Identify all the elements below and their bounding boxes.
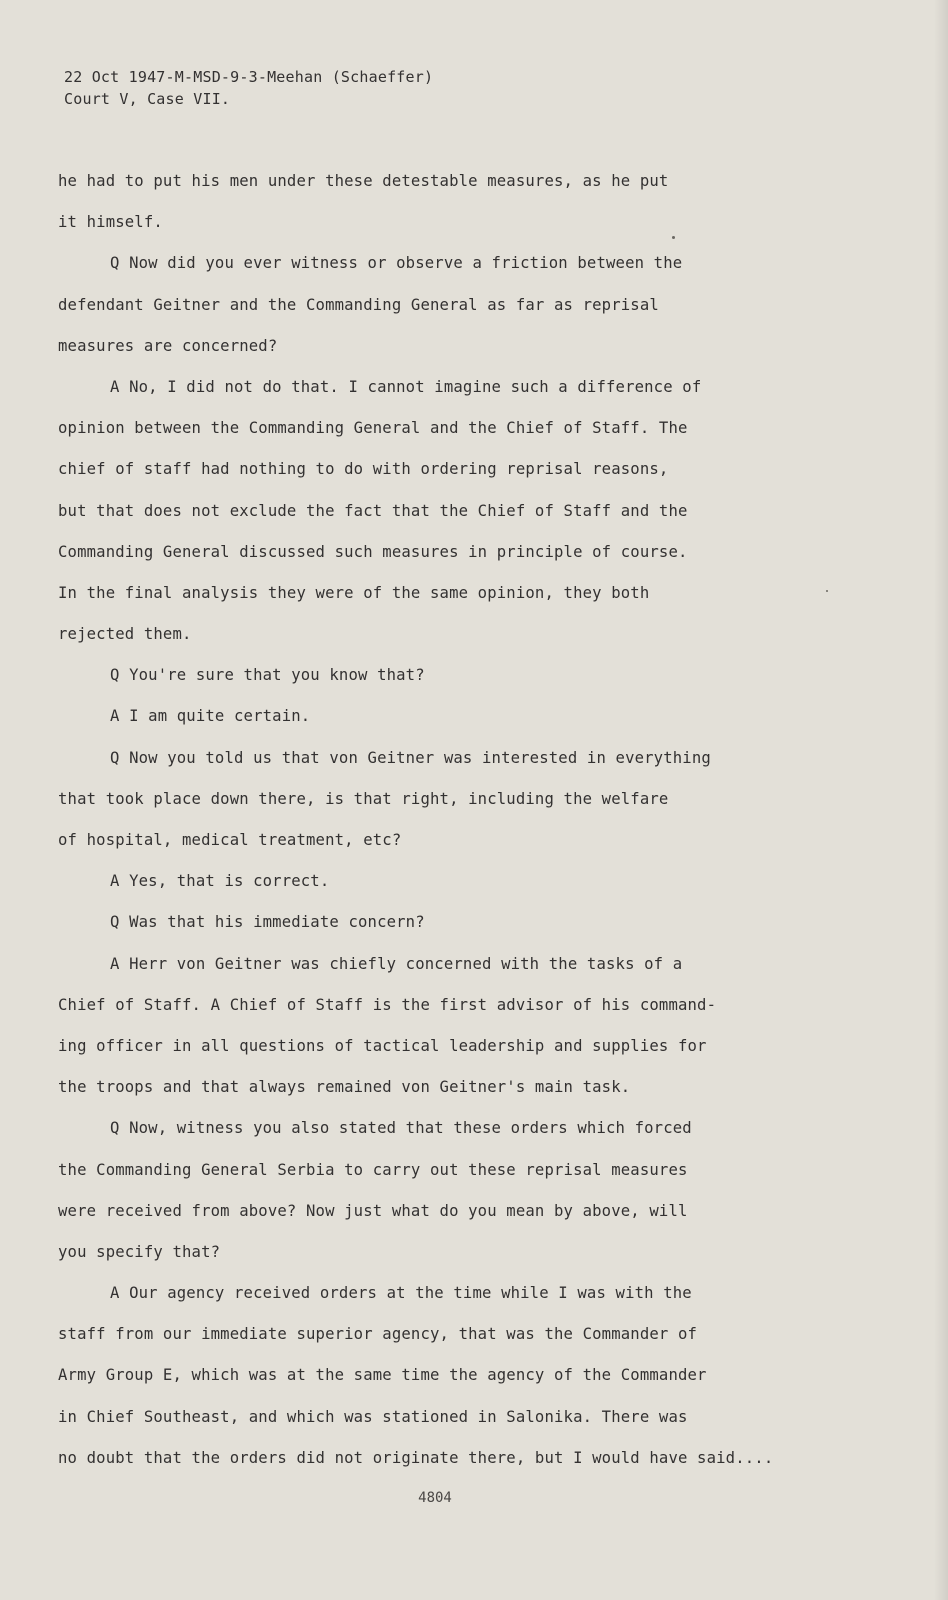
- transcript-line: Chief of Staff. A Chief of Staff is the first advisor of his command-: [58, 995, 717, 1014]
- transcript-line: Commanding General discussed such measures in principle of course.: [58, 542, 688, 561]
- transcript-line: A Herr von Geitner was chiefly concerned with the tasks of a: [110, 954, 683, 973]
- transcript-line: in Chief Southeast, and which was stationed in Salonika. There was: [58, 1407, 688, 1426]
- transcript-line: he had to put his men under these detestable measures, as he put: [58, 172, 669, 190]
- transcript-line: were received from above? Now just what do you mean by above, will: [58, 1201, 688, 1220]
- transcript-line: Army Group E, which was at the same time the agency of the Commander: [58, 1366, 707, 1385]
- transcript-line: Q Now, witness you also stated that these orders which forced: [110, 1119, 692, 1138]
- transcript-line: the troops and that always remained von Geitner's main task.: [58, 1078, 631, 1097]
- transcript-body: [58, 170, 858, 1488]
- transcript-line: A Yes, that is correct.: [110, 872, 330, 891]
- transcript-line: chief of staff had nothing to do with ordering reprisal reasons,: [58, 460, 669, 479]
- transcript-line: A Our agency received orders at the time while I was with the: [110, 1284, 692, 1303]
- transcript-line: ing officer in all questions of tactical leadership and supplies for: [58, 1036, 707, 1055]
- transcript-line: A No, I did not do that. I cannot imagine such a difference of: [110, 377, 702, 396]
- transcript-line: A I am quite certain.: [110, 707, 311, 726]
- transcript-line: of hospital, medical treatment, etc?: [58, 831, 402, 849]
- transcript-line: the Commanding General Serbia to carry out these reprisal measures: [58, 1160, 688, 1179]
- transcript-line: it himself.: [58, 213, 163, 232]
- header-court-case: Court V, Case VII.: [64, 90, 231, 108]
- page-number: 4804: [418, 1490, 452, 1506]
- header-date-reference: 22 Oct 1947-M-MSD-9-3-Meehan (Schaeffer): [64, 68, 434, 86]
- transcript-line: Q Was that his immediate concern?: [110, 913, 425, 932]
- transcript-line: rejected them.: [58, 625, 192, 644]
- page-edge-shadow: [934, 0, 948, 1600]
- transcript-line: defendant Geitner and the Commanding General as far as reprisal: [58, 295, 659, 314]
- document-header: [64, 66, 433, 110]
- transcript-line: no doubt that the orders did not originate there, but I would have said....: [58, 1448, 774, 1467]
- transcript-line: opinion between the Commanding General and the Chief of Staff. The: [58, 419, 688, 438]
- transcript-line: staff from our immediate superior agency, that was the Commander of: [58, 1325, 698, 1344]
- transcript-line: In the final analysis they were of the same opinion, they both: [58, 583, 650, 602]
- transcript-line: Q You're sure that you know that?: [110, 666, 425, 685]
- transcript-line: that took place down there, is that right, including the welfare: [58, 789, 669, 808]
- transcript-line: but that does not exclude the fact that the Chief of Staff and the: [58, 501, 688, 520]
- transcript-line: Q Now did you ever witness or observe a friction between the: [110, 254, 683, 273]
- paper-speck: [826, 590, 828, 592]
- transcript-line: measures are concerned?: [58, 336, 278, 355]
- transcript-line: Q Now you told us that von Geitner was interested in everything: [110, 748, 711, 767]
- paper-speck: [672, 236, 675, 239]
- transcript-line: you specify that?: [58, 1242, 221, 1261]
